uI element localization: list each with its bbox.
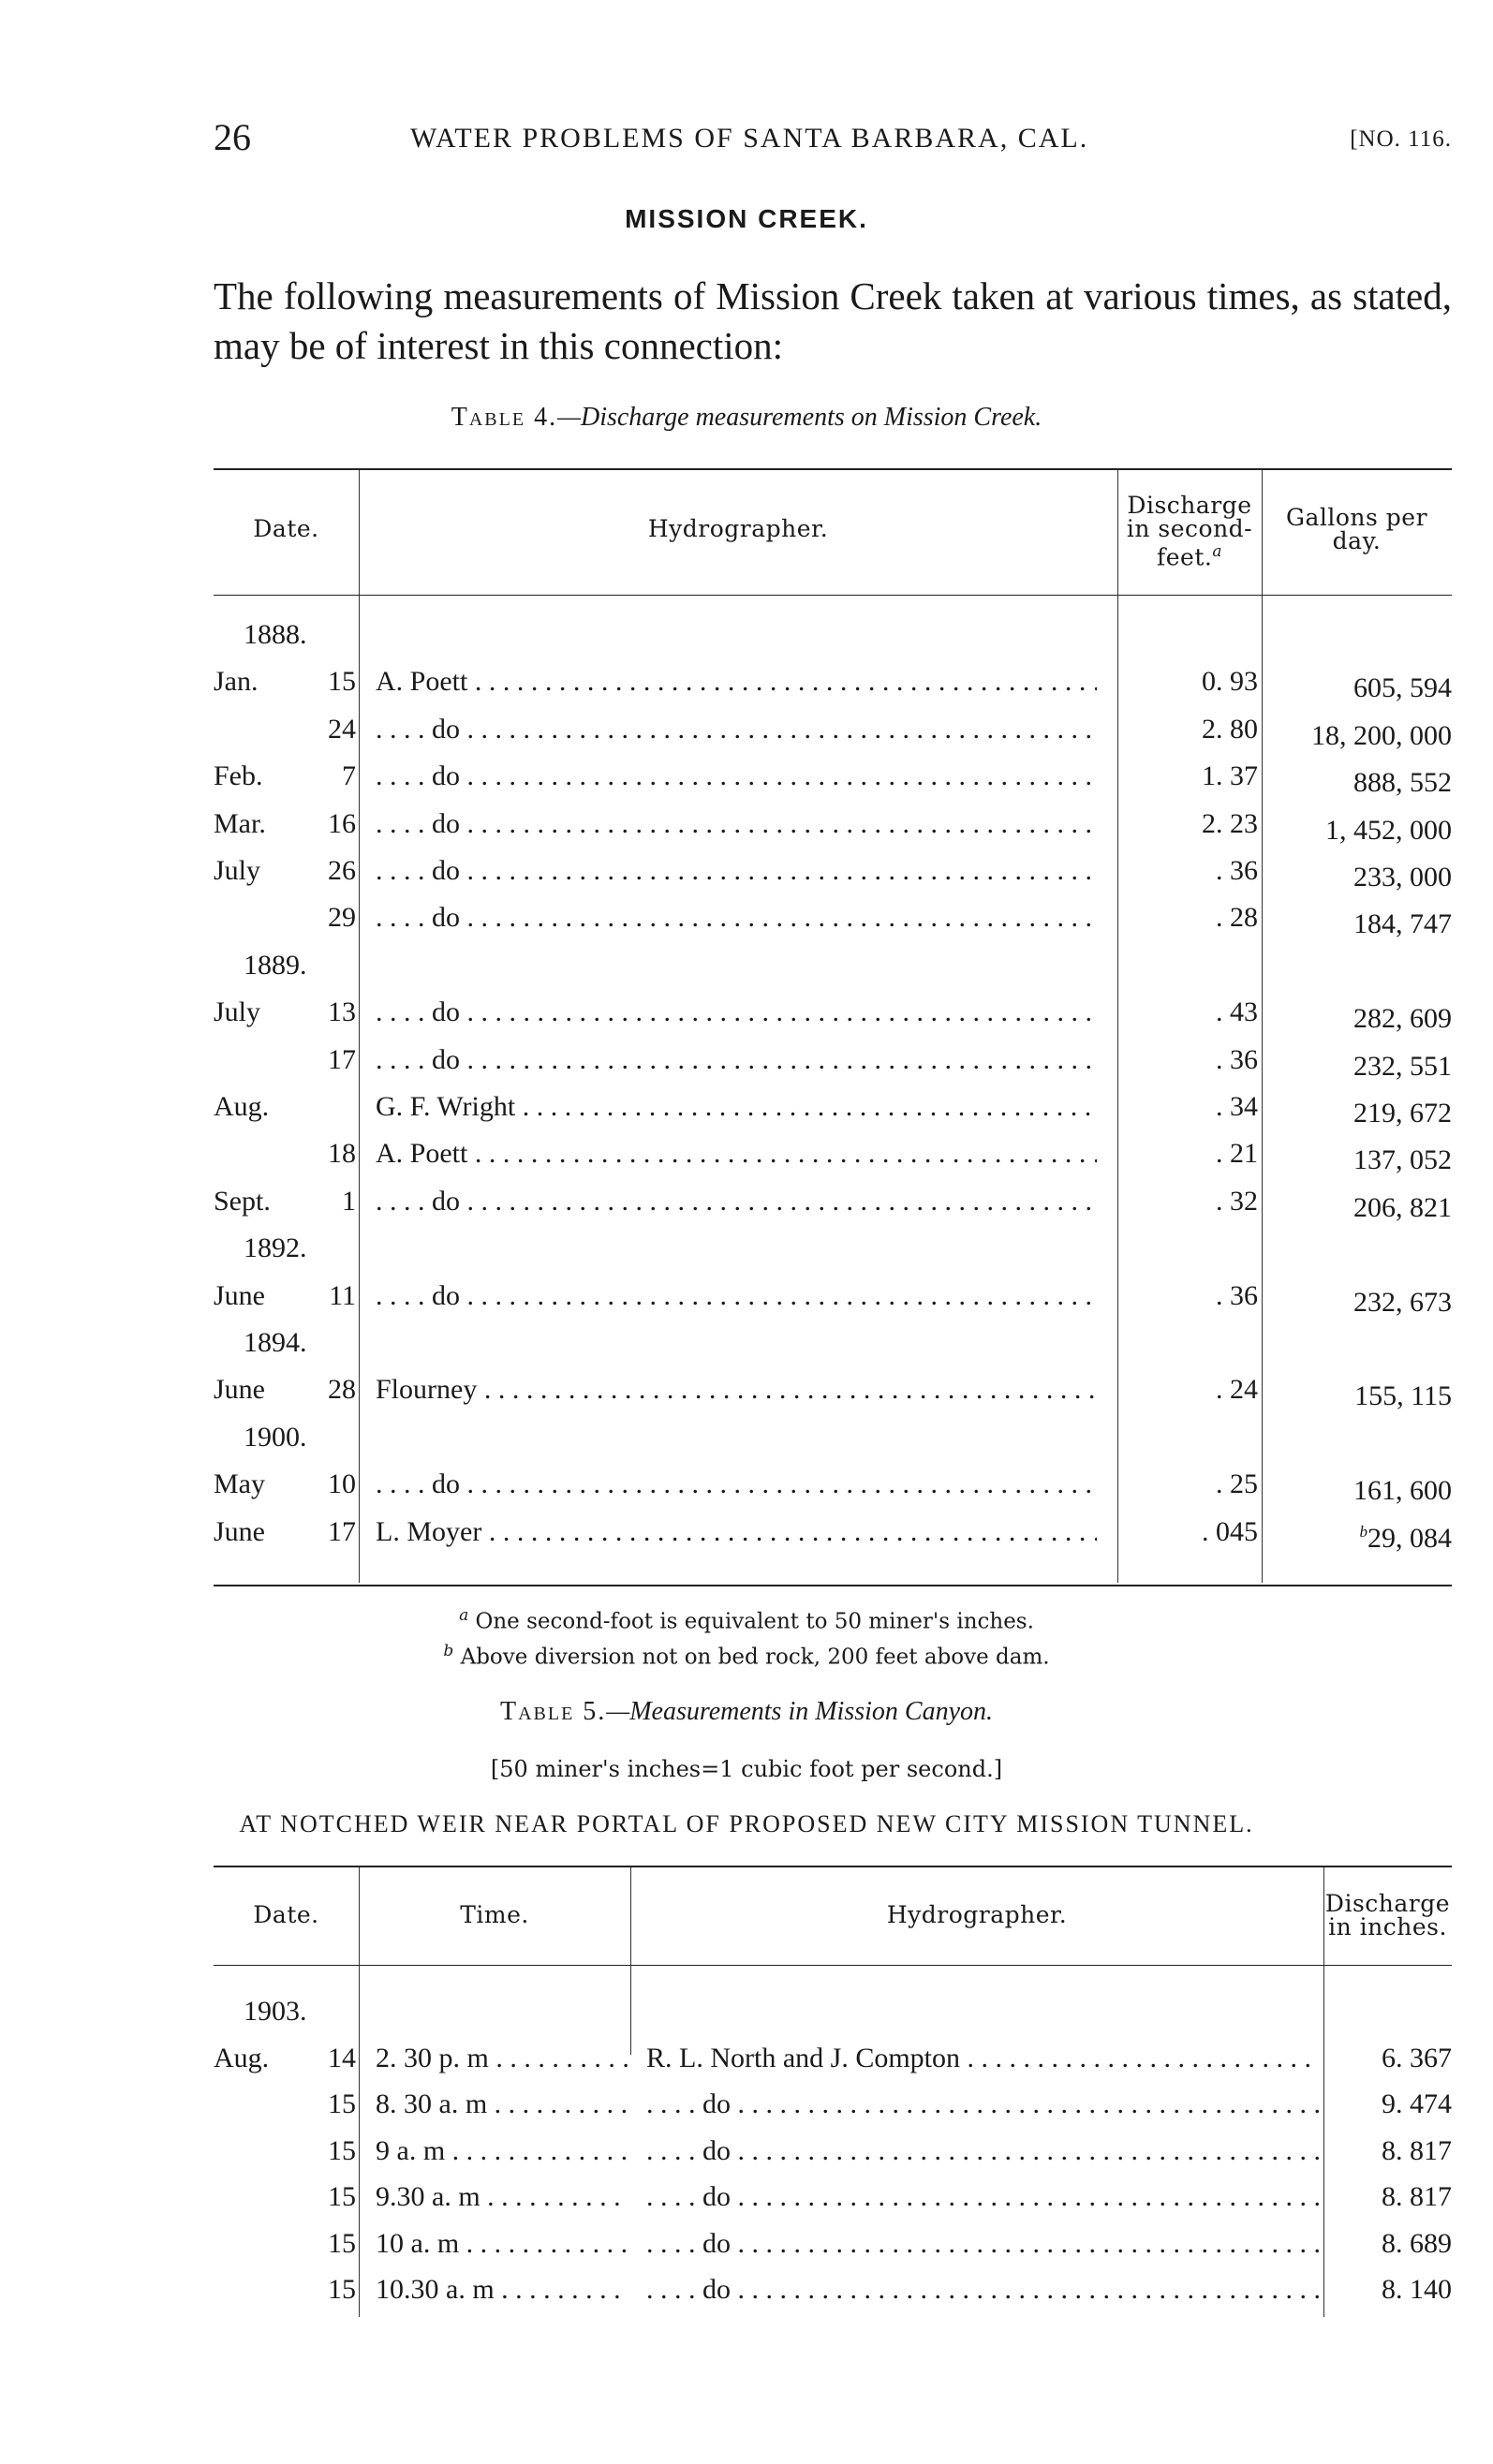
table5-subnote: [50 miner's inches=1 cubic foot per second.]: [490, 1756, 1003, 1782]
hydrographer-name: . . . . do: [376, 1280, 460, 1311]
table5-caption-title: —Measurements in Mission Canyon.: [606, 1697, 994, 1726]
table4-header-discharge-line1: Discharge: [1127, 492, 1252, 519]
day-cell: 15: [328, 2135, 356, 2166]
hydrographer-name: A. Poett: [376, 666, 468, 697]
discharge-cell: . 25: [1216, 1468, 1258, 1499]
gallons-value: 605, 594: [1353, 672, 1452, 703]
table5-row: [214, 2180, 1452, 2227]
month-cell: Mar.: [214, 808, 266, 839]
table4-header-discharge: [1117, 492, 1262, 571]
gallons-cell: [1262, 713, 1452, 753]
hydrographer-name: . . . . do: [376, 808, 460, 839]
discharge-cell: . 32: [1216, 1186, 1258, 1217]
gallons-value: 1, 452, 000: [1325, 815, 1452, 846]
table4-caption-title: —Discharge measurements on Mission Creek.: [557, 403, 1042, 432]
day-cell: 15: [328, 2088, 356, 2119]
hydrographer-cell: [376, 1137, 1097, 1171]
hydrographer-cell: [646, 2180, 1319, 2214]
gallons-value: 219, 672: [1353, 1098, 1452, 1129]
table5-caption-label: Table 5.: [499, 1697, 607, 1726]
table4-bottom-rule: [214, 1585, 1452, 1586]
table4-row: [214, 901, 1452, 948]
hydrographer-cell: [376, 713, 1097, 746]
gallons-value: 888, 552: [1353, 767, 1452, 798]
discharge-cell: . 21: [1216, 1138, 1258, 1169]
time-value: 9 a. m: [376, 2135, 446, 2166]
month-cell: Aug.: [214, 2043, 270, 2073]
gallons-value: 282, 609: [1353, 1003, 1452, 1034]
table4-header-discharge-line2: in second-: [1126, 515, 1253, 542]
discharge-cell: 8. 817: [1382, 2135, 1452, 2166]
time-value: 2. 30 p. m: [376, 2043, 489, 2073]
hydrographer-name: . . . . do: [376, 902, 460, 933]
discharge-cell: . 24: [1216, 1374, 1258, 1405]
day-cell: 18: [328, 1138, 356, 1169]
hydrographer-name: A. Poett: [376, 1138, 468, 1169]
day-cell: 24: [328, 714, 356, 745]
footnote-a: [0, 1601, 1493, 1637]
discharge-cell: . 36: [1216, 1280, 1258, 1311]
discharge-cell: . 045: [1202, 1516, 1258, 1547]
table4-row: [214, 1373, 1452, 1420]
hydrographer-cell: [376, 807, 1097, 841]
time-value: 9.30 a. m: [376, 2181, 480, 2212]
hydrographer-name: . . . . do: [376, 760, 460, 791]
table4-row: [214, 1185, 1452, 1232]
hydrographer-cell: [376, 1468, 1097, 1501]
discharge-cell: 8. 817: [1382, 2181, 1452, 2212]
year-label: 1892.: [244, 1232, 307, 1263]
day-cell: 1: [342, 1186, 356, 1217]
table4-row: [214, 1515, 1452, 1562]
discharge-cell: . 43: [1216, 996, 1258, 1027]
gallons-value: 206, 821: [1353, 1192, 1452, 1223]
discharge-cell: . 34: [1216, 1091, 1258, 1122]
hydrographer-name: . . . . do: [646, 2088, 731, 2119]
time-cell: [376, 2180, 628, 2214]
table4-header-rule: [214, 595, 1452, 596]
gallons-cell: [1262, 1373, 1452, 1413]
discharge-cell: . 28: [1216, 902, 1258, 933]
hydrographer-name: R. L. North and J. Compton: [646, 2043, 960, 2073]
hydrographer-cell: [376, 1279, 1097, 1313]
footnote-b: [0, 1637, 1493, 1673]
year-label: 1888.: [244, 619, 307, 650]
table5-header-time: Time.: [460, 1901, 529, 1928]
table4-row: [214, 713, 1452, 760]
day-cell: 28: [328, 1374, 356, 1405]
hydrographer-name: . . . . do: [376, 996, 460, 1027]
table5-top-rule: [214, 1866, 1452, 1867]
gallons-value: 233, 000: [1353, 862, 1452, 893]
month-cell: July: [214, 996, 261, 1027]
table4-year-row: [214, 618, 1452, 665]
hydrographer-name: . . . . do: [646, 2228, 731, 2259]
table4-year-row: [214, 1232, 1452, 1278]
table4-row: [214, 760, 1452, 806]
time-cell: [376, 2227, 628, 2261]
table4-header-date: Date.: [253, 515, 319, 542]
discharge-cell: . 36: [1216, 855, 1258, 886]
table5-row: [214, 2088, 1452, 2134]
day-cell: 11: [329, 1280, 356, 1311]
hydrographer-name: . . . . do: [646, 2181, 731, 2212]
time-value: 10.30 a. m: [376, 2274, 495, 2305]
table4-header-footnote-mark: a: [1212, 542, 1222, 561]
footnote-b-mark: b: [443, 1641, 454, 1660]
time-cell: [376, 2273, 628, 2307]
table5-header-hydrographer: Hydrographer.: [886, 1901, 1068, 1928]
table5-year-row: [214, 1995, 1452, 2042]
discharge-cell: 9. 474: [1382, 2088, 1452, 2119]
day-cell: 15: [328, 2274, 356, 2305]
table5-location: AT NOTCHED WEIR NEAR PORTAL OF PROPOSED NEW CITY MISSION TUNNEL.: [239, 1810, 1254, 1837]
year-label: 1894.: [244, 1327, 307, 1358]
gallons-cell: [1262, 1279, 1452, 1320]
discharge-cell: 0. 93: [1202, 666, 1258, 697]
discharge-cell: . 36: [1216, 1044, 1258, 1075]
table4-top-rule: [214, 468, 1452, 470]
table4-row: [214, 1090, 1452, 1137]
table4-row: [214, 1279, 1452, 1326]
table4-caption-label: Table 4.: [451, 403, 558, 432]
year-label: 1900.: [244, 1422, 307, 1453]
hydrographer-cell: [376, 901, 1097, 935]
hydrographer-cell: [376, 1043, 1097, 1077]
table4-row: [214, 1043, 1452, 1090]
discharge-cell: 8. 689: [1382, 2228, 1452, 2259]
month-cell: July: [214, 855, 261, 886]
page-header: [214, 115, 1452, 162]
discharge-cell: 2. 80: [1202, 714, 1258, 745]
time-cell: [376, 2134, 628, 2168]
section-title: MISSION CREEK.: [625, 204, 868, 233]
hydrographer-cell: [376, 1090, 1097, 1124]
gallons-cell: [1262, 1137, 1452, 1177]
gallons-value: 137, 052: [1353, 1144, 1452, 1175]
day-cell: 14: [328, 2043, 356, 2073]
table5-row: [214, 2227, 1452, 2274]
day-cell: 13: [328, 996, 356, 1027]
table5-row: [214, 2273, 1452, 2320]
gallons-cell: [1262, 760, 1452, 800]
gallons-cell: [1262, 1090, 1452, 1130]
discharge-cell: 6. 367: [1382, 2043, 1452, 2073]
hydrographer-name: . . . . do: [376, 714, 460, 745]
table5-header-rule: [214, 1965, 1452, 1966]
gallons-cell: [1262, 1043, 1452, 1084]
hydrographer-name: . . . . do: [646, 2135, 731, 2166]
table5-header-discharge-line2: in inches.: [1328, 1913, 1447, 1940]
hydrographer-cell: [376, 996, 1097, 1029]
table4-header-discharge-line3: [1117, 540, 1262, 571]
month-cell: Aug.: [214, 1091, 270, 1122]
time-cell: [376, 2088, 628, 2121]
day-cell: 15: [328, 2228, 356, 2259]
hydrographer-name: Flourney: [376, 1374, 478, 1405]
table4-header-discharge-feet: feet.: [1157, 543, 1213, 571]
table4-caption: [0, 403, 1493, 433]
month-cell: Sept.: [214, 1186, 271, 1217]
hydrographer-name: . . . . do: [376, 1186, 460, 1217]
month-cell: Feb.: [214, 760, 263, 791]
hydrographer-cell: [646, 2134, 1319, 2168]
footnote-b-text: Above diversion not on bed rock, 200 feet above dam.: [460, 1645, 1050, 1670]
gallons-value: 184, 747: [1353, 908, 1452, 939]
gallons-cell: [1262, 807, 1452, 848]
month-cell: June: [214, 1516, 265, 1547]
year-label: 1889.: [244, 950, 307, 981]
day-cell: 16: [328, 808, 356, 839]
hydrographer-cell: [646, 2273, 1319, 2307]
gallons-value: 161, 600: [1353, 1475, 1452, 1506]
hydrographer-name: G. F. Wright: [376, 1091, 516, 1122]
table4-footnotes: [0, 1601, 1493, 1672]
gallons-footnote-mark: b: [1359, 1523, 1367, 1541]
day-cell: 17: [328, 1516, 356, 1547]
table4-year-row: [214, 1326, 1452, 1373]
time-value: 8. 30 a. m: [376, 2088, 488, 2119]
table4-year-row: [214, 949, 1452, 996]
hydrographer-cell: [646, 2227, 1319, 2261]
hydrographer-cell: [376, 665, 1097, 699]
discharge-cell: 1. 37: [1202, 760, 1258, 791]
running-title: WATER PROBLEMS OF SANTA BARBARA, CAL.: [410, 123, 1089, 154]
day-cell: 26: [328, 855, 356, 886]
month-cell: June: [214, 1280, 265, 1311]
gallons-cell: [1262, 1468, 1452, 1508]
table4-header-gallons-line2: day.: [1332, 527, 1382, 554]
gallons-cell: [1262, 854, 1452, 894]
table5-row: [214, 2042, 1452, 2088]
hydrographer-cell: [376, 1373, 1097, 1407]
day-cell: 15: [328, 2181, 356, 2212]
hydrographer-cell: [376, 760, 1097, 793]
gallons-value: 232, 551: [1353, 1051, 1452, 1082]
month-cell: May: [214, 1468, 265, 1499]
intro-paragraph: The following measurements of Mission Creek taken at various times, as stated, may be of interest in this connection:: [214, 274, 1452, 367]
day-cell: 7: [342, 760, 356, 791]
table4-row: [214, 665, 1452, 712]
year-label: 1903.: [244, 1996, 307, 2027]
discharge-cell: 8. 140: [1382, 2274, 1452, 2305]
gallons-cell: [1262, 665, 1452, 705]
time-value: 10 a. m: [376, 2228, 460, 2259]
table5-row: [214, 2134, 1452, 2181]
series-number: [NO. 116.: [1350, 126, 1452, 152]
hydrographer-cell: [376, 1515, 1097, 1549]
gallons-value: 232, 673: [1353, 1287, 1452, 1318]
footnote-a-text: One second-foot is equivalent to 50 miner's inches.: [475, 1609, 1034, 1634]
hydrographer-name: . . . . do: [376, 1044, 460, 1075]
table4-row: [214, 1468, 1452, 1514]
footnote-a-mark: a: [459, 1606, 469, 1625]
table4-row: [214, 807, 1452, 854]
day-cell: 15: [328, 666, 356, 697]
gallons-cell: [1262, 901, 1452, 941]
table4-row: [214, 854, 1452, 901]
table4-row: [214, 996, 1452, 1042]
hydrographer-name: . . . . do: [646, 2274, 731, 2305]
table5-caption: [0, 1697, 1493, 1727]
time-cell: [376, 2042, 628, 2075]
day-cell: 17: [328, 1044, 356, 1075]
table4-row: [214, 1137, 1452, 1184]
hydrographer-cell: [376, 854, 1097, 888]
table5-header-date: Date.: [253, 1901, 319, 1928]
gallons-value: 29, 084: [1367, 1523, 1452, 1554]
table5-header-discharge-line1: Discharge: [1324, 1890, 1451, 1917]
table4-header-gallons: [1262, 506, 1452, 553]
table4-header-gallons-line1: Gallons per: [1285, 504, 1428, 531]
hydrographer-name: L. Moyer: [376, 1516, 482, 1547]
table4-year-row: [214, 1421, 1452, 1468]
gallons-cell: [1262, 1515, 1452, 1556]
hydrographer-name: . . . . do: [376, 1468, 460, 1499]
page-number: 26: [214, 116, 251, 158]
table5-header-discharge: [1323, 1892, 1452, 1939]
gallons-cell: [1262, 1185, 1452, 1225]
day-cell: 10: [328, 1468, 356, 1499]
hydrographer-name: . . . . do: [376, 855, 460, 886]
gallons-value: 18, 200, 000: [1311, 720, 1452, 751]
hydrographer-cell: [646, 2088, 1319, 2121]
hydrographer-cell: [646, 2042, 1319, 2075]
day-cell: 29: [328, 902, 356, 933]
discharge-cell: 2. 23: [1202, 808, 1258, 839]
hydrographer-cell: [376, 1185, 1097, 1218]
gallons-value: 155, 115: [1354, 1380, 1452, 1411]
gallons-cell: [1262, 996, 1452, 1036]
month-cell: June: [214, 1374, 265, 1405]
table4-header-hydrographer: Hydrographer.: [647, 515, 829, 542]
month-cell: Jan.: [214, 666, 259, 697]
